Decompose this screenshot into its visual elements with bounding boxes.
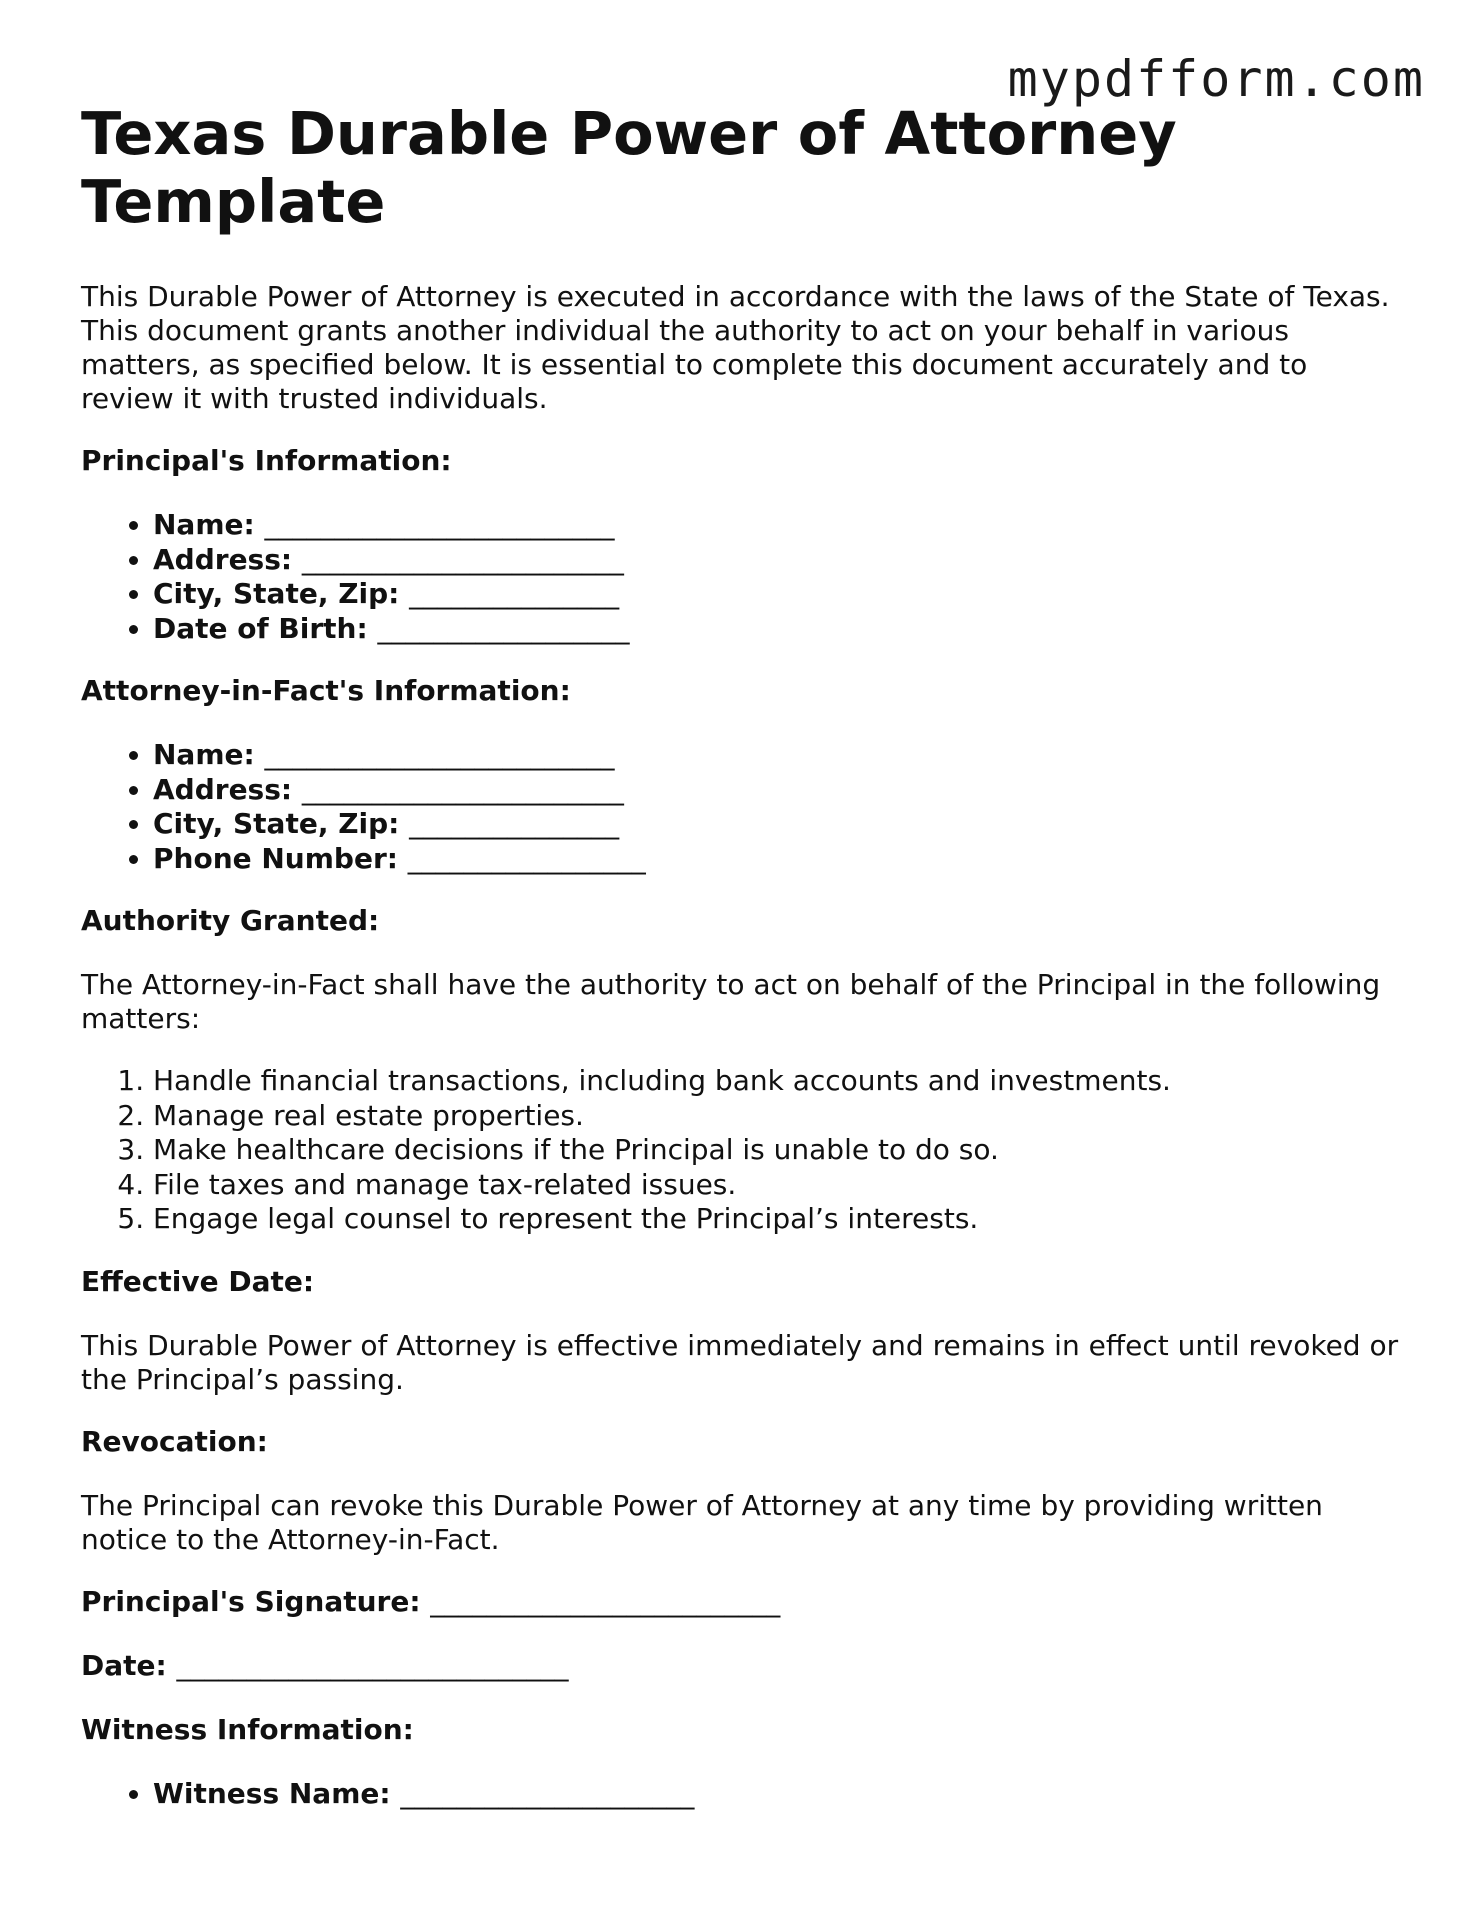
- attorney-address-field[interactable]: [153, 773, 1401, 808]
- revocation-heading: Revocation:: [81, 1424, 268, 1458]
- principal-signature-line[interactable]: [81, 1585, 1401, 1619]
- attorney-city-state-zip-field[interactable]: [153, 807, 1401, 842]
- field-label: Witness Name:: [153, 1776, 391, 1810]
- fill-in-blank[interactable]: ____________________________: [176, 1648, 569, 1682]
- principal-dob-field[interactable]: [153, 612, 1401, 647]
- field-label: Address:: [153, 772, 293, 806]
- fill-in-blank[interactable]: _______________________: [301, 772, 624, 806]
- principal-address-field[interactable]: [153, 543, 1401, 578]
- authority-heading: Authority Granted:: [81, 904, 380, 937]
- field-label: Address:: [153, 542, 293, 576]
- witness-name-field[interactable]: [153, 1777, 1401, 1812]
- field-label: Name:: [153, 508, 255, 541]
- witness-heading: Witness Information:: [81, 1712, 414, 1746]
- list-item: 3. Make healthcare decisions if the Principal is unable to do so.: [153, 1133, 1401, 1168]
- fill-in-blank[interactable]: _______________: [409, 807, 620, 840]
- attorney-heading: Attorney-in-Fact's Information:: [81, 674, 571, 707]
- attorney-name-field[interactable]: [153, 738, 1401, 773]
- witness-fields: [81, 1777, 1401, 1812]
- fill-in-blank[interactable]: _____________________: [400, 1776, 695, 1810]
- list-item: 2. Manage real estate properties.: [153, 1099, 1401, 1134]
- field-label: Phone Number:: [153, 841, 398, 875]
- fill-in-blank[interactable]: _______________________: [301, 542, 624, 576]
- list-item: 5. Engage legal counsel to represent the Principal’s interests.: [153, 1202, 1401, 1237]
- fill-in-blank[interactable]: __________________: [377, 611, 630, 645]
- fill-in-blank[interactable]: _________________________: [264, 738, 615, 771]
- list-item: 1. Handle financial transactions, including bank accounts and investments.: [153, 1064, 1401, 1099]
- fill-in-blank[interactable]: _______________: [409, 577, 620, 610]
- site-watermark: mypdfform.com: [1007, 50, 1425, 108]
- fill-in-blank[interactable]: _________________________: [264, 508, 615, 541]
- page-title: Texas Durable Power of Attorney Template: [81, 99, 1177, 236]
- effective-date-paragraph: This Durable Power of Attorney is effective immediately and remains in effect until revoked or the Principal’s passing.: [81, 1328, 1399, 1396]
- field-label: Name:: [153, 738, 255, 771]
- document-body: [81, 100, 1401, 1839]
- date-line[interactable]: [81, 1649, 1401, 1683]
- field-label: City, State, Zip:: [153, 577, 400, 610]
- field-label: Date of Birth:: [153, 611, 368, 645]
- principal-fields: [81, 508, 1401, 646]
- field-label: Date:: [81, 1648, 167, 1682]
- attorney-fields: [81, 738, 1401, 876]
- principal-name-field[interactable]: [153, 508, 1401, 543]
- fill-in-blank[interactable]: _________________________: [430, 1584, 781, 1618]
- field-label: Principal's Signature:: [81, 1584, 421, 1618]
- attorney-phone-field[interactable]: [153, 842, 1401, 877]
- effective-date-heading: Effective Date:: [81, 1264, 315, 1298]
- intro-paragraph: This Durable Power of Attorney is executed in accordance with the laws of the State of Texas. This document grants another individual the authority to act on your behalf in various matters, as specified below. It is essential to complete this document accurately and to review it with trusted individuals.: [81, 280, 1390, 415]
- principal-city-state-zip-field[interactable]: [153, 577, 1401, 612]
- field-label: City, State, Zip:: [153, 807, 400, 840]
- authority-paragraph: The Attorney-in-Fact shall have the authority to act on behalf of the Principal in the following matters:: [81, 968, 1381, 1035]
- authority-list: [81, 1064, 1401, 1237]
- list-item: 4. File taxes and manage tax-related issues.: [153, 1168, 1401, 1203]
- principal-heading: Principal's Information:: [81, 444, 452, 477]
- fill-in-blank[interactable]: _________________: [407, 841, 646, 875]
- revocation-paragraph: The Principal can revoke this Durable Power of Attorney at any time by providing written notice to the Attorney-in-Fact.: [81, 1488, 1323, 1556]
